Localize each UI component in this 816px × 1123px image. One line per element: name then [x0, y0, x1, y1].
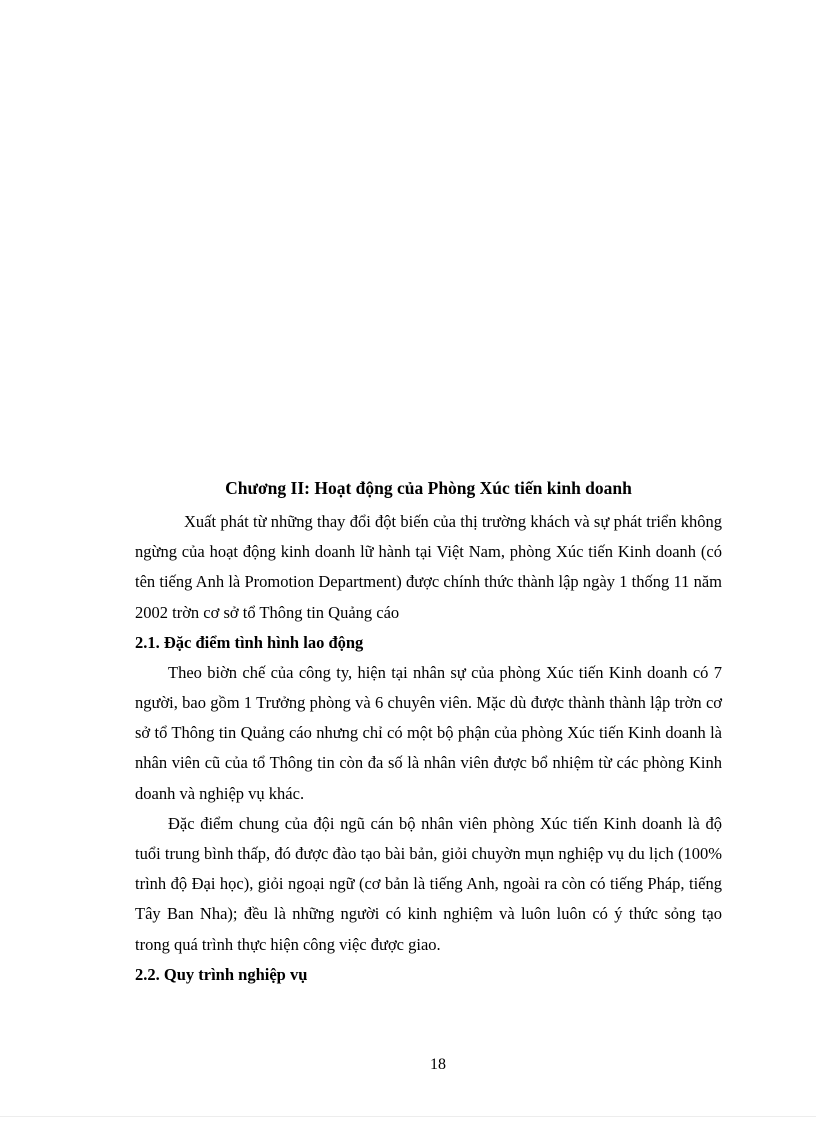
section-heading-2-1: 2.1. Đặc điểm tình hình lao động [135, 632, 364, 652]
section-2-1-paragraph-1: Theo biờn chế của công ty, hiện tại nhân sự của phòng Xúc tiến Kinh doanh có 7 người, bao gồm 1 Trưởng phòng và 6 chuyên viên. Mặc dù được thành thành lập trờn cơ sở tổ Thông tin Quảng cáo nhưng chỉ có một bộ phận của phòng Xúc tiến Kinh doanh là nhân viên cũ của tổ Thông tin còn đa số là nhân viên được bổ nhiệm từ các phòng Kinh doanh và nghiệp vụ khác. [135, 662, 722, 803]
section-heading-2-2: 2.2. Quy trình nghiệp vụ [135, 964, 308, 984]
page-number: 18 [430, 1056, 446, 1073]
page-bottom-divider [0, 1116, 816, 1117]
page-content [135, 474, 722, 990]
chapter-title: Chương II: Hoạt động của Phòng Xúc tiến kinh doanh [225, 478, 632, 498]
chapter-intro-paragraph: Xuất phát từ những thay đổi đột biến của thị trường khách và sự phát triển không ngừng của hoạt động kinh doanh lữ hành tại Việt Nam, phòng Xúc tiến Kinh doanh (có tên tiếng Anh là Promotion Department) được chính thức thành lập ngày 1 thống 11 năm 2002 trờn cơ sở tổ Thông tin Quảng cáo [135, 512, 722, 622]
section-2-1-paragraph-2: Đặc điểm chung của đội ngũ cán bộ nhân viên phòng Xúc tiến Kinh doanh là độ tuổi trung bình thấp, đó được đào tạo bài bản, giỏi chuyờn mụn nghiệp vụ du lịch (100% trình độ Đại học), giỏi ngoại ngữ (cơ bản là tiếng Anh, ngoài ra còn có tiếng Pháp, tiếng Tây Ban Nha); đều là những người có kinh nghiệm và luôn luôn có ý thức sỏng tạo trong quá trình thực hiện công việc được giao. [135, 813, 722, 954]
